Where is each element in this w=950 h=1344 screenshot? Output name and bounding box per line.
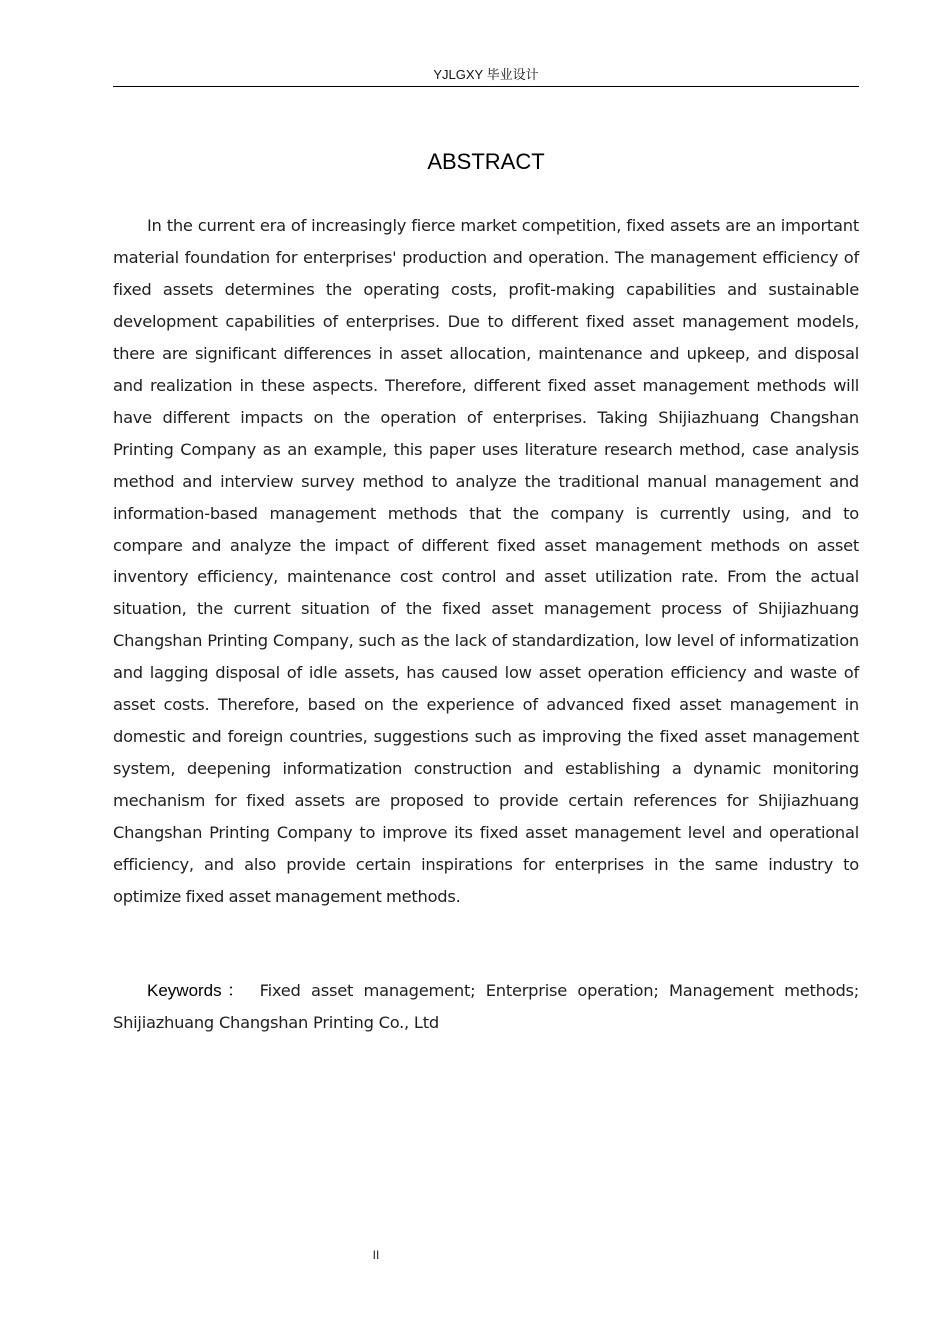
- abstract-title: ABSTRACT: [427, 149, 545, 174]
- page-number: II: [372, 1248, 380, 1262]
- running-header: YJLGXY 毕业设计: [433, 67, 539, 82]
- keywords-paragraph: [113, 975, 859, 1039]
- header-divider: [113, 86, 859, 87]
- keywords-label: Keywords：: [147, 981, 250, 1000]
- keywords-list: Fixed asset management; Enterprise operation; Management methods; Shijiazhuang Changshan Printing Co., Ltd: [113, 981, 860, 1032]
- abstract-body: In the current era of increasingly fierce market competition, fixed assets are an important material foundation for enterprises' production and operation. The management efficiency of fixed assets determines the operating costs, profit-making capabilities and sustainable development capabilities of enterprises. Due to different fixed asset management models, there are significant differences in asset allocation, maintenance and upkeep, and disposal and realization in these aspects. Therefore, different fixed asset management methods will have different impacts on the operation of enterprises. Taking Shijiazhuang Changshan Printing Company as an example, this paper uses literature research method, case analysis method and interview survey method to analyze the traditional manual management and information-based management methods that the company is currently using, and to compare and analyze the impact of different fixed asset management methods on asset inventory efficiency, maintenance cost control and asset utilization rate. From the actual situation, the current situation of the fixed asset management process of Shijiazhuang Changshan Printing Company, such as the lack of standardization, low level of informatization and lagging disposal of idle assets, has caused low asset operation efficiency and waste of asset costs. Therefore, based on the experience of advanced fixed asset management in domestic and foreign countries, suggestions such as improving the fixed asset management system, deepening informatization construction and establishing a dynamic monitoring mechanism for fixed assets are proposed to provide certain references for Shijiazhuang Changshan Printing Company to improve its fixed asset management level and operational efficiency, and also provide certain inspirations for enterprises in the same industry to optimize fixed asset management methods.: [113, 216, 859, 907]
